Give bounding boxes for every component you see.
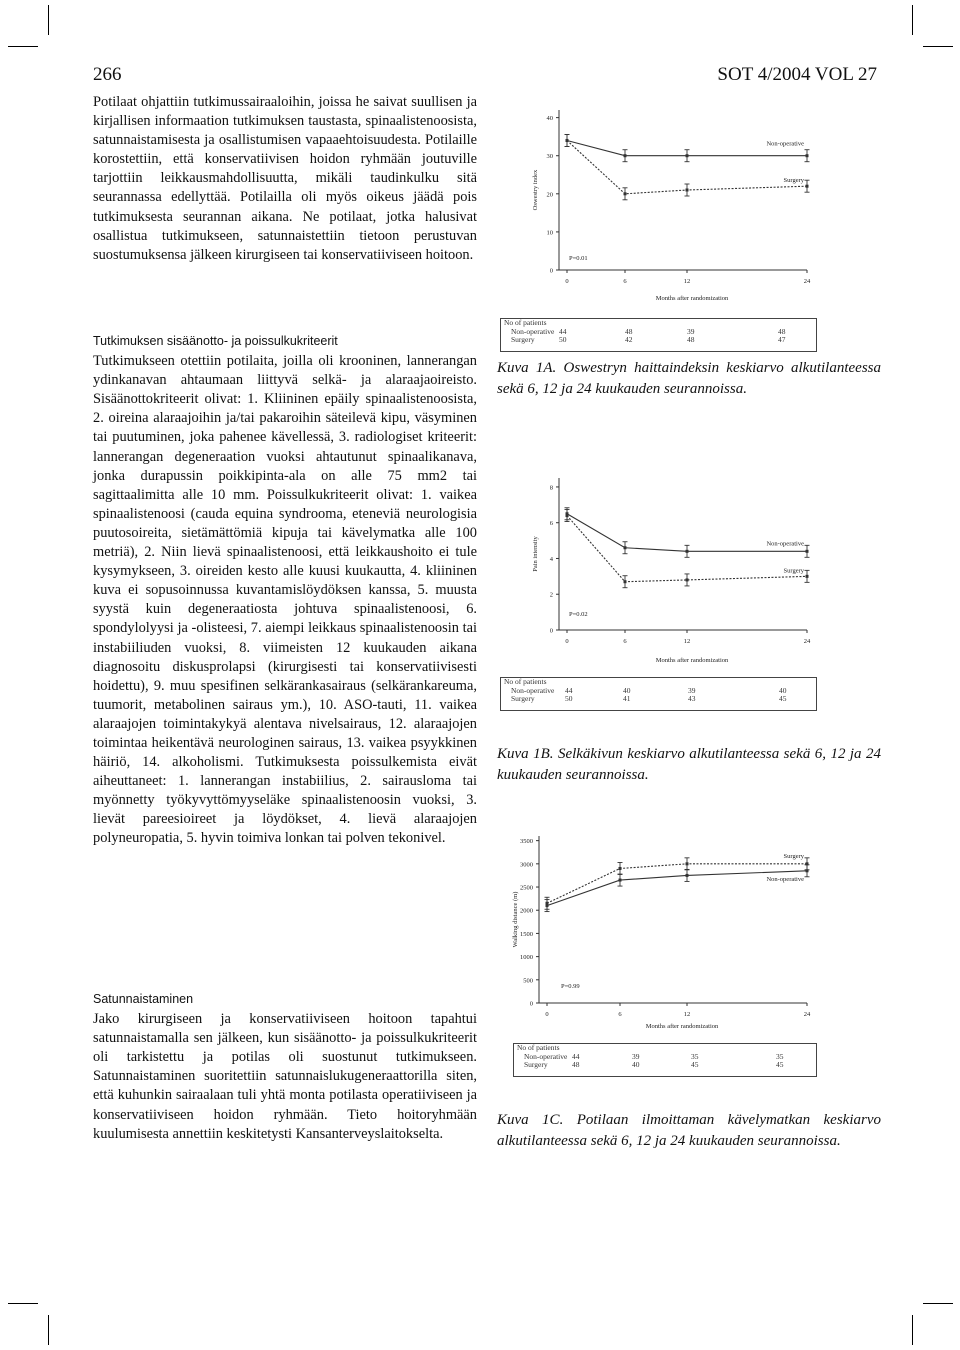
crop-mark bbox=[923, 46, 953, 47]
series-label: Surgery bbox=[783, 852, 804, 860]
table-cell: 48 bbox=[572, 1060, 580, 1069]
data-point bbox=[624, 546, 627, 549]
journal-header: SOT 4/2004 VOL 27 bbox=[717, 64, 877, 85]
table-cell: 41 bbox=[623, 694, 631, 703]
x-tick-label: 24 bbox=[803, 278, 811, 285]
data-point bbox=[686, 862, 689, 865]
figure-caption-1a: Kuva 1A. Oswestryn haittaindeksin keskiarvo alkutilanteessa sekä 6, 12 ja 24 kuukauden seurannoissa. bbox=[497, 360, 881, 397]
randomization-section bbox=[93, 990, 477, 1144]
crop-mark bbox=[912, 5, 913, 35]
table-cell: 40 bbox=[779, 685, 787, 695]
y-tick-label: 2000 bbox=[520, 907, 533, 915]
series-label: Surgery bbox=[783, 177, 804, 185]
data-point bbox=[686, 154, 689, 157]
table-cell: 39 bbox=[632, 1051, 640, 1061]
series-label: Surgery bbox=[783, 567, 804, 575]
p-value-label: P=0.99 bbox=[561, 983, 580, 990]
table-row-label: Surgery bbox=[524, 1060, 548, 1069]
oswestry-chart bbox=[497, 100, 827, 315]
y-tick-label: 20 bbox=[546, 191, 553, 199]
data-point bbox=[806, 154, 809, 157]
series-label: Non-operative bbox=[766, 875, 804, 883]
data-point bbox=[624, 580, 627, 583]
y-tick-label: 40 bbox=[546, 115, 553, 123]
table-row bbox=[501, 687, 816, 696]
patient-count-table-1c bbox=[513, 1043, 817, 1077]
data-point bbox=[624, 154, 627, 157]
x-tick-label: 6 bbox=[623, 278, 627, 285]
x-tick-label: 0 bbox=[565, 278, 569, 285]
y-tick-label: 0 bbox=[549, 627, 553, 635]
table-cell: 44 bbox=[565, 685, 573, 695]
data-point bbox=[546, 904, 549, 907]
table-title-text: No of patients bbox=[517, 1043, 560, 1052]
table-cell: 39 bbox=[687, 326, 695, 336]
figure-caption-1b: Kuva 1B. Selkäkivun keskiarvo alkutilanteessa sekä 6, 12 ja 24 kuukauden seurannoissa. bbox=[497, 746, 881, 783]
patient-count-table-1b bbox=[500, 677, 817, 711]
y-tick-label: 1500 bbox=[520, 930, 533, 938]
crop-mark bbox=[48, 1315, 49, 1345]
table-cell: 45 bbox=[691, 1060, 699, 1069]
data-point bbox=[806, 550, 809, 553]
crop-mark bbox=[912, 1315, 913, 1345]
intro-text: Potilaat ohjattiin tutkimussairaaloihin, joissa he saivat suullisen ja kirjallisen informaation tutkimuksen taustasta, spinaalistenoosista, satunnaistamisesta ja osallistumisen vapaaehtoisuudesta. Potilaille korostettiin, että konservatiivisen hoidon ryhmään joutuville tarjottiin leikkausmahdollisuutta, mikäli taudinkulku sitä seurannassa edellyttää. Potilailla oli myös oikeus jäädä pois tutkimuksesta seurannan aikana. Ne potilaat, jotka halusivat osallistua tutkimukseen, satunnaistettiin tietoon perustuvan suostumuksensa jälkeen kirurgiseen tai konservatiiviseen hoitoon. bbox=[93, 94, 477, 263]
data-point bbox=[624, 192, 627, 195]
y-tick-label: 1000 bbox=[520, 954, 533, 962]
data-point bbox=[806, 575, 809, 578]
table-title-text: No of patients bbox=[504, 318, 547, 327]
series-label: Non-operative bbox=[766, 140, 804, 148]
table-cell: 48 bbox=[778, 326, 786, 336]
table-cell: 45 bbox=[776, 1060, 784, 1069]
table-cell: 47 bbox=[778, 335, 786, 344]
table-row bbox=[514, 1061, 816, 1070]
x-tick-label: 12 bbox=[683, 1011, 691, 1018]
y-axis-label: Oswestry index bbox=[532, 169, 539, 211]
table-cell: 48 bbox=[687, 335, 695, 344]
y-tick-label: 30 bbox=[546, 153, 553, 161]
data-point bbox=[806, 869, 809, 872]
crop-mark bbox=[8, 46, 38, 47]
data-point bbox=[686, 189, 689, 192]
criteria-section bbox=[93, 332, 477, 849]
y-tick-label: 0 bbox=[529, 1000, 533, 1008]
table-cell: 50 bbox=[565, 694, 573, 703]
table-row-label: Surgery bbox=[511, 694, 535, 703]
series-label: Non-operative bbox=[766, 540, 804, 548]
patient-count-table-1a bbox=[500, 318, 817, 352]
x-axis-label: Months after randomization bbox=[655, 295, 729, 302]
table-title-text: No of patients bbox=[504, 677, 547, 686]
table-cell: 40 bbox=[623, 685, 631, 695]
figure-1c bbox=[497, 828, 827, 1043]
table-row bbox=[514, 1053, 816, 1062]
table-cell: 35 bbox=[691, 1051, 699, 1061]
data-point bbox=[806, 185, 809, 188]
figure-1b bbox=[497, 470, 827, 680]
y-tick-label: 500 bbox=[523, 977, 533, 985]
table-cell: 45 bbox=[779, 694, 787, 703]
table-cell: 50 bbox=[559, 335, 567, 344]
data-point bbox=[566, 139, 569, 142]
table-cell: 48 bbox=[625, 326, 633, 336]
data-point bbox=[686, 874, 689, 877]
x-tick-label: 12 bbox=[683, 638, 691, 645]
data-point bbox=[686, 578, 689, 581]
x-tick-label: 6 bbox=[623, 638, 627, 645]
crop-mark bbox=[8, 1303, 38, 1304]
table-cell: 44 bbox=[572, 1051, 580, 1061]
series-line bbox=[547, 864, 807, 903]
y-tick-label: 3500 bbox=[520, 838, 533, 846]
y-tick-label: 8 bbox=[549, 484, 553, 492]
figure-1a bbox=[497, 100, 827, 320]
x-tick-label: 12 bbox=[683, 278, 691, 285]
crop-mark bbox=[923, 1303, 953, 1304]
x-axis-label: Months after randomization bbox=[655, 657, 729, 664]
table-row-label: Non-operative bbox=[511, 326, 555, 336]
table-cell: 39 bbox=[688, 685, 696, 695]
data-point bbox=[686, 550, 689, 553]
y-axis-label: Pain intensity bbox=[532, 536, 539, 572]
x-tick-label: 24 bbox=[803, 638, 811, 645]
data-point bbox=[619, 879, 622, 882]
table-row bbox=[501, 695, 816, 704]
walking-distance-chart bbox=[497, 828, 827, 1038]
page-number: 266 bbox=[93, 64, 122, 85]
table-row bbox=[501, 328, 816, 337]
section-heading-criteria: Tutkimuksen sisäänotto- ja poissulkukriteerit bbox=[93, 334, 338, 348]
table-cell: 43 bbox=[688, 694, 696, 703]
criteria-text: Tutkimukseen otettiin potilaita, joilla oli krooninen, lannerangan ydinkanavan ahtaumaan liittyvä selkä- ja alaraajaoireisto. Sisäänottokriteerit olivat: 1. Kliininen epäily spinaalistenoosista, 2. oireina alaraajoihin ja/tai pakaroihin säteilevä kipu, väsyminen tai puutuminen, joka pahenee kävellessä, 3. radiologiset kriteerit: lannerangan degeneraation vuoksi ahtautunut spinaalikanava, jonka durapussin poikkipinta-ala on alle 75 mm2 tai sagittaalimitta alle 10 mm. Poissulkukriteerit olivat: 1. vaikea spinaalistenoosi (cauda equina syndrooma, eteneviä neurologisia puutosoireita, sietämättömiä kipuja tai kävelymatka alle 100 metriä), 2. Niin lievä spinaalistenoosi, että leikkaushoito ei tule kysymykseen, 3. oireiden kesto alle kuusi kuukautta, 4. kliininen kuva ei sopusoinnussa kuvantamislöydöksen kanssa, 5. muusta syystä kuin degeneraatiosta johtuva spinaalistenoosi, 6. spondylolyysi ja -olisteesi, 7. aiempi leikkaus spinaalistenoosin tai instabiiliuden vuoksi, 8. viimeisten 12 kuukauden aikana diagnosoitu diskusprolapsi (kirurgisesti tai konservatiivisesti hoidettu), 9. muu spesifinen selkärankasairaus (selkärankareuma, tuumorit, metabolinen sairaus ym.), 10. ASO-tauti, 11. vaikea alaraajojen toimintakykyä alentava nivelsairaus, 12. alaraajojen toimintaa heikentävä neurologinen sairaus, 13. vaikea psyykkinen häiriö, 14. alkoholismi. Tutkimuksesta poissulkemista eivät aiheuttaneet: 1. lannerangan instabiilius, 2. sairausloma tai myönnetty työkyvyttömyyseläke spinaalistenoosin vuoksi, 3. lievät pareesioireet ja löydökset, 4. lievä alaraajojen polyneuropatia, 5. hyvin toimiva lonkan tai polven tekonivel. bbox=[93, 353, 477, 847]
y-tick-label: 2 bbox=[549, 591, 553, 599]
x-tick-label: 24 bbox=[803, 1011, 811, 1018]
x-axis-label: Months after randomization bbox=[645, 1023, 719, 1030]
p-value-label: P=0.01 bbox=[569, 255, 588, 262]
data-point bbox=[566, 514, 569, 517]
crop-mark bbox=[48, 5, 49, 35]
table-cell: 40 bbox=[632, 1060, 640, 1069]
y-tick-label: 3000 bbox=[520, 861, 533, 869]
p-value-label: P=0.02 bbox=[569, 611, 588, 618]
randomization-text: Jako kirurgiseen ja konservatiiviseen hoitoon tapahtui satunnaistamalla sen jälkeen, kun sisäänotto- ja poissulkukriteerit oli tarkistettu ja potilas oli suostunut tutkimukseen. Satunnaistaminen suoritettiin satunnaislukugeneraattorilla siten, että kuhunkin sairaalaan tuli yhtä monta potilasta operatiiviseen ja konservatiiviseen hoidon ryhmään. Tieto hoitoryhmään kuulumisesta annettiin keskitetysti Kansanterveyslaitokselta. bbox=[93, 1011, 477, 1142]
table-row bbox=[501, 336, 816, 345]
x-tick-label: 0 bbox=[565, 638, 569, 645]
pain-intensity-chart bbox=[497, 470, 827, 675]
x-tick-label: 0 bbox=[545, 1011, 549, 1018]
x-tick-label: 6 bbox=[618, 1011, 622, 1018]
y-tick-label: 6 bbox=[549, 520, 553, 528]
y-tick-label: 10 bbox=[546, 229, 553, 237]
table-row-label: Surgery bbox=[511, 335, 535, 344]
section-heading-randomization: Satunnaistaminen bbox=[93, 992, 194, 1006]
y-tick-label: 0 bbox=[549, 267, 553, 275]
y-tick-label: 4 bbox=[549, 555, 553, 563]
y-tick-label: 2500 bbox=[520, 884, 533, 892]
table-row-label: Non-operative bbox=[511, 685, 555, 695]
table-row-label: Non-operative bbox=[524, 1051, 568, 1061]
table-cell: 35 bbox=[776, 1051, 784, 1061]
figure-caption-1c: Kuva 1C. Potilaan ilmoittaman kävelymatkan keskiarvo alkutilanteessa sekä 6, 12 ja 24 kuukauden seurannoissa. bbox=[497, 1112, 881, 1149]
intro-paragraph bbox=[93, 93, 477, 265]
y-axis-label: Walking distance (m) bbox=[512, 891, 519, 948]
table-cell: 42 bbox=[625, 335, 633, 344]
data-point bbox=[619, 867, 622, 870]
table-cell: 44 bbox=[559, 326, 567, 336]
